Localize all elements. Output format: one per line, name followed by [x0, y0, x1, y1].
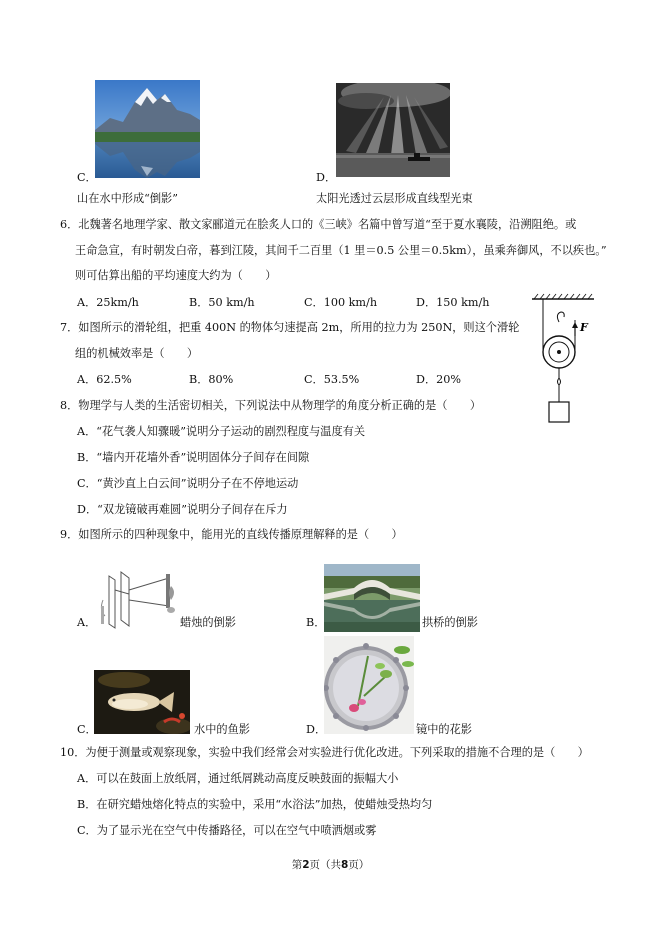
- q10-option-c: C．为了显示光在空气中传播路径，可以在空气中喷洒烟或雾: [77, 824, 377, 837]
- q9-option-b-caption: 拱桥的倒影: [422, 616, 478, 629]
- q7-option-d: D．20%: [416, 373, 462, 386]
- q6-option-d: D．150 km/h: [416, 296, 490, 309]
- q8-stem: 8．物理学与人类的生活密切相关，下列说法中从物理学的角度分析正确的是（ ）: [60, 399, 482, 412]
- footer-middle: 页（共: [309, 859, 341, 871]
- flower-mirror-image: [324, 636, 414, 734]
- mountain-reflection-image: [95, 80, 200, 178]
- q9-option-a-letter: A．: [77, 616, 97, 629]
- q10-option-a: A．可以在鼓面上放纸屑，通过纸屑跳动高度反映鼓面的振幅大小: [77, 772, 399, 785]
- force-f-label: F: [580, 321, 588, 334]
- q6-option-c: C．100 km/h: [304, 296, 378, 309]
- sunbeam-clouds-image: [336, 83, 450, 177]
- q9-option-c-letter: C．: [77, 723, 97, 736]
- q9-option-b-letter: B．: [306, 616, 326, 629]
- q7-option-c: C．53.5%: [304, 373, 360, 386]
- q9-option-d-letter: D．: [306, 723, 327, 736]
- q8-option-a: A．“花气袭人知骤暖”说明分子运动的剧烈程度与温度有关: [77, 425, 366, 438]
- q9-stem: 9．如图所示的四种现象中，能用光的直线传播原理解释的是（ ）: [60, 528, 403, 541]
- q6-stem-line-2: 王命急宣，有时朝发白帝，暮到江陵，其间千二百里（1 里＝0.5 公里＝0.5km），虽乘奔御风，不以疾也。”: [75, 244, 607, 257]
- footer-suffix: 页）: [348, 859, 370, 871]
- arch-bridge-image: [324, 564, 420, 632]
- q6-option-b: B．50 km/h: [189, 296, 255, 309]
- q6-option-a: A．25km/h: [77, 296, 139, 309]
- q8-option-c: C．“黄沙直上白云间”说明分子在不停地运动: [77, 477, 299, 490]
- fish-in-water-image: [94, 670, 190, 734]
- q6-stem-line-1: 6．北魏著名地理学家、散文家郦道元在脍炙人口的《三峡》名篇中曾写道“至于夏水襄陵，沿溯阻绝。或: [60, 218, 577, 231]
- page-footer: [0, 857, 661, 872]
- q5-option-d-letter: D．: [316, 171, 337, 184]
- pinhole-candle-image: [93, 570, 183, 630]
- q7-option-a: A．62.5%: [77, 373, 132, 386]
- pulley-diagram: [530, 292, 600, 428]
- q9-option-c-caption: 水中的鱼影: [194, 723, 250, 736]
- q9-option-d-caption: 镜中的花影: [416, 723, 472, 736]
- q5-option-d-caption: 太阳光透过云层形成直线型光束: [316, 192, 473, 205]
- q10-option-b: B．在研究蜡烛熔化特点的实验中，采用“水浴法”加热，使蜡烛受热均匀: [77, 798, 433, 811]
- q8-option-b: B．“墙内开花墙外香”说明固体分子间存在间隙: [77, 451, 310, 464]
- q5-option-c-letter: C．: [77, 171, 97, 184]
- q7-option-b: B．80%: [189, 373, 234, 386]
- q5-option-c-caption: 山在水中形成“倒影”: [77, 192, 178, 205]
- footer-total-pages: 8: [341, 859, 349, 871]
- q7-stem-line-2: 组的机械效率是（ ）: [75, 347, 199, 360]
- footer-page-number: 2: [302, 859, 310, 871]
- q10-stem: 10．为便于测量或观察现象，实验中我们经常会对实验进行优化改进。下列采取的措施不合理的是（ ）: [60, 746, 589, 759]
- q8-option-d: D．“双龙镜破再难圆”说明分子间存在斥力: [77, 503, 288, 516]
- q9-option-a-caption: 蜡烛的倒影: [180, 616, 236, 629]
- footer-prefix: 第: [291, 859, 303, 871]
- q7-stem-line-1: 7．如图所示的滑轮组，把重 400N 的物体匀速提高 2m，所用的拉力为 250N，则这个滑轮: [60, 321, 520, 334]
- q6-stem-line-3: 则可估算出船的平均速度大约为（ ）: [75, 269, 277, 282]
